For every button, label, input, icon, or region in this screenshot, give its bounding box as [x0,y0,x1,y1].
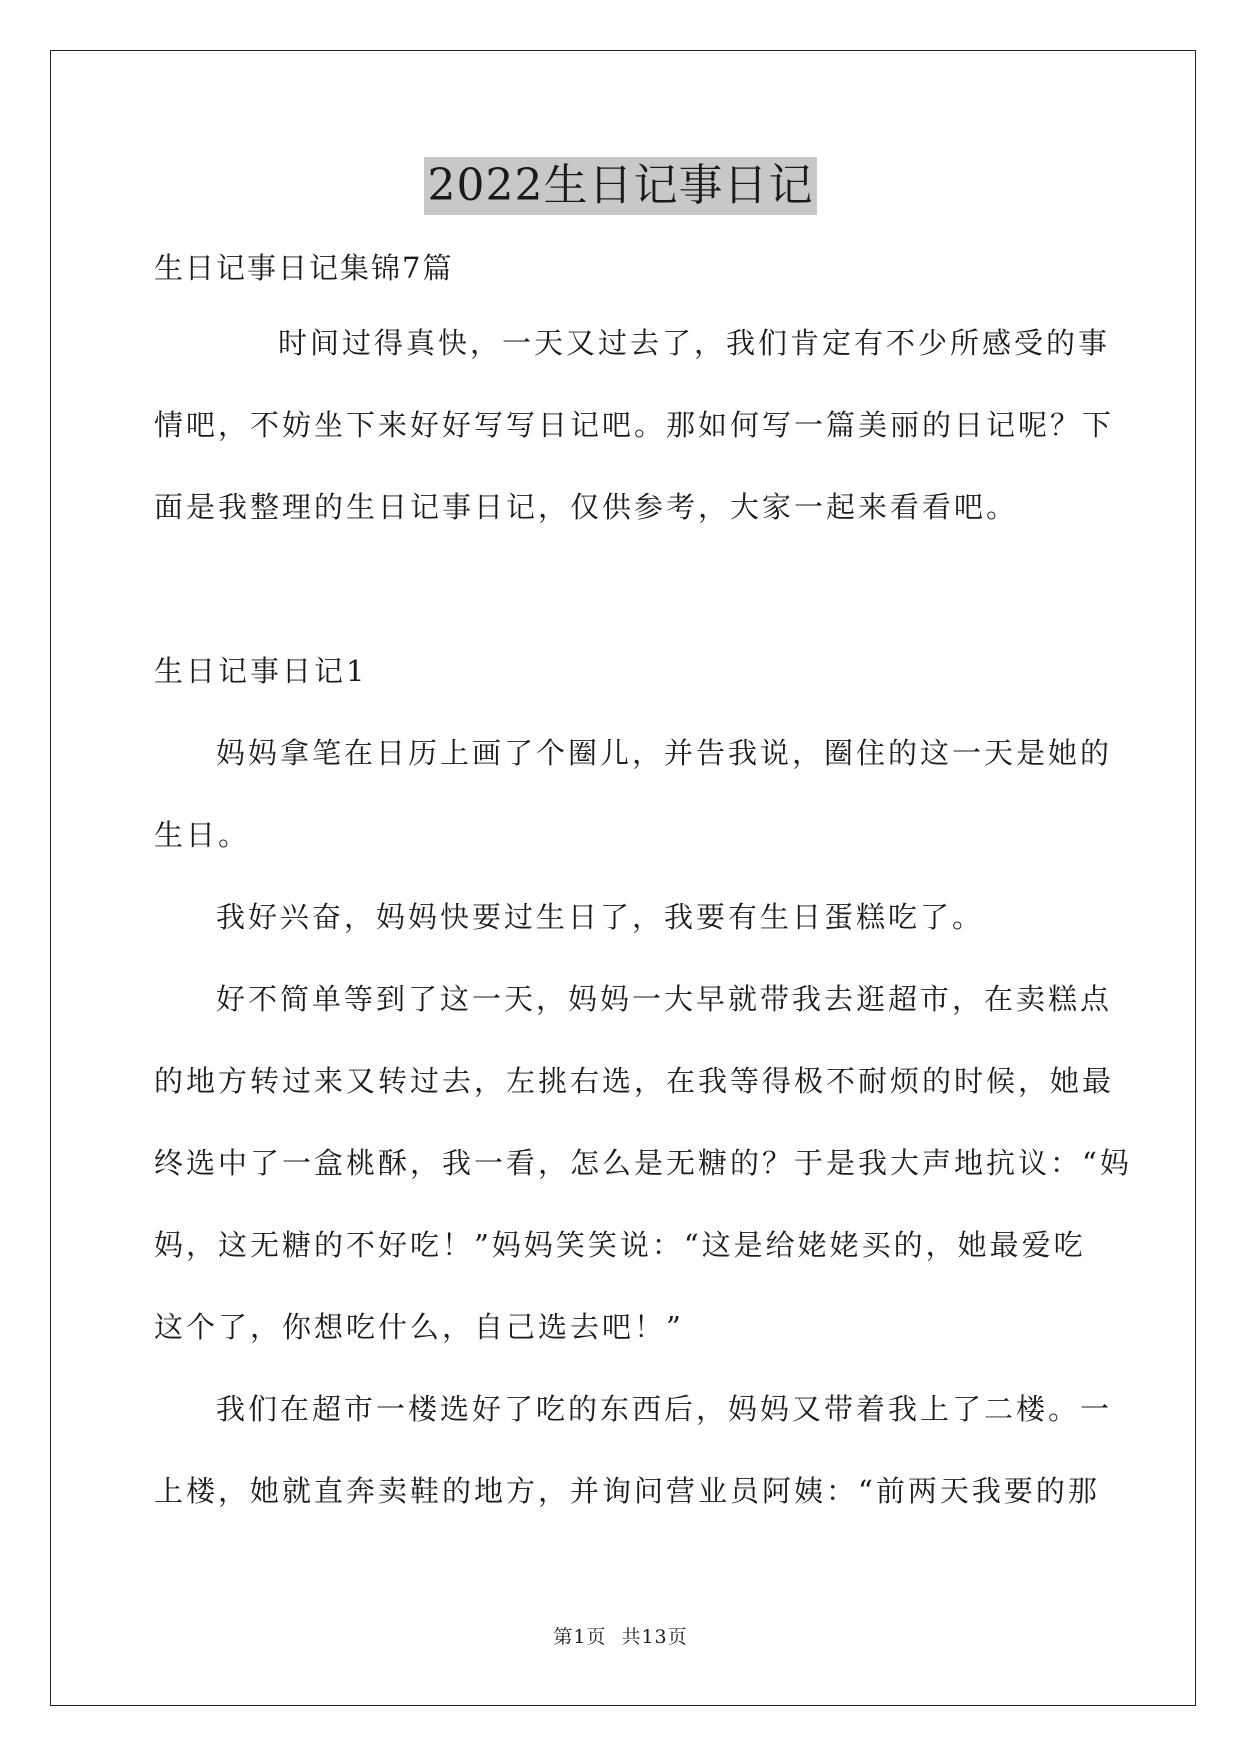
paragraph-line: 终选中了一盒桃酥，我一看，怎么是无糖的？于是我大声地抗议：“妈 [154,1146,1132,1180]
paragraph-line: 我好兴奋，妈妈快要过生日了，我要有生日蛋糕吃了。 [216,900,985,934]
document-body [154,234,1132,1532]
document-subtitle: 生日记事日记集锦7篇 [154,251,454,285]
paragraph-line: 好不简单等到了这一天，妈妈一大早就带我去逛超市，在卖糕点 [216,982,1113,1016]
paragraph-line: 这个了，你想吃什么，自己选去吧！” [154,1310,684,1344]
paragraph-line: 的地方转过来又转过去，左挑右选，在我等得极不耐烦的时候，她最 [154,1064,1115,1098]
paragraph-line: 生日。 [154,818,251,852]
document-title: 2022生日记事日记 [424,157,818,215]
paragraph-line: 妈妈拿笔在日历上画了个圈儿，并告我说，圈住的这一天是她的 [216,736,1113,770]
paragraph-line: 上楼，她就直奔卖鞋的地方，并询问营业员阿姨：“前两天我要的那 [154,1474,1100,1508]
page-number: 第1页 [553,1626,607,1648]
intro-line: 时间过得真快，一天又过去了，我们肯定有不少所感受的事 [278,326,1111,360]
spacer [154,548,1094,630]
paragraph-line: 妈，这无糖的不好吃！”妈妈笑笑说：“这是给姥姥买的，她最爱吃 [154,1228,1086,1262]
page-footer [0,1622,1241,1649]
intro-line: 面是我整理的生日记事日记，仅供参考，大家一起来看看吧。 [154,490,1019,524]
title-container [0,157,1241,215]
paragraph-line: 我们在超市一楼选好了吃的东西后，妈妈又带着我上了二楼。一 [216,1392,1113,1426]
section-heading: 生日记事日记1 [154,654,368,688]
page-total: 共13页 [621,1626,688,1648]
intro-line: 情吧，不妨坐下来好好写写日记吧。那如何写一篇美丽的日记呢？下 [154,408,1115,442]
